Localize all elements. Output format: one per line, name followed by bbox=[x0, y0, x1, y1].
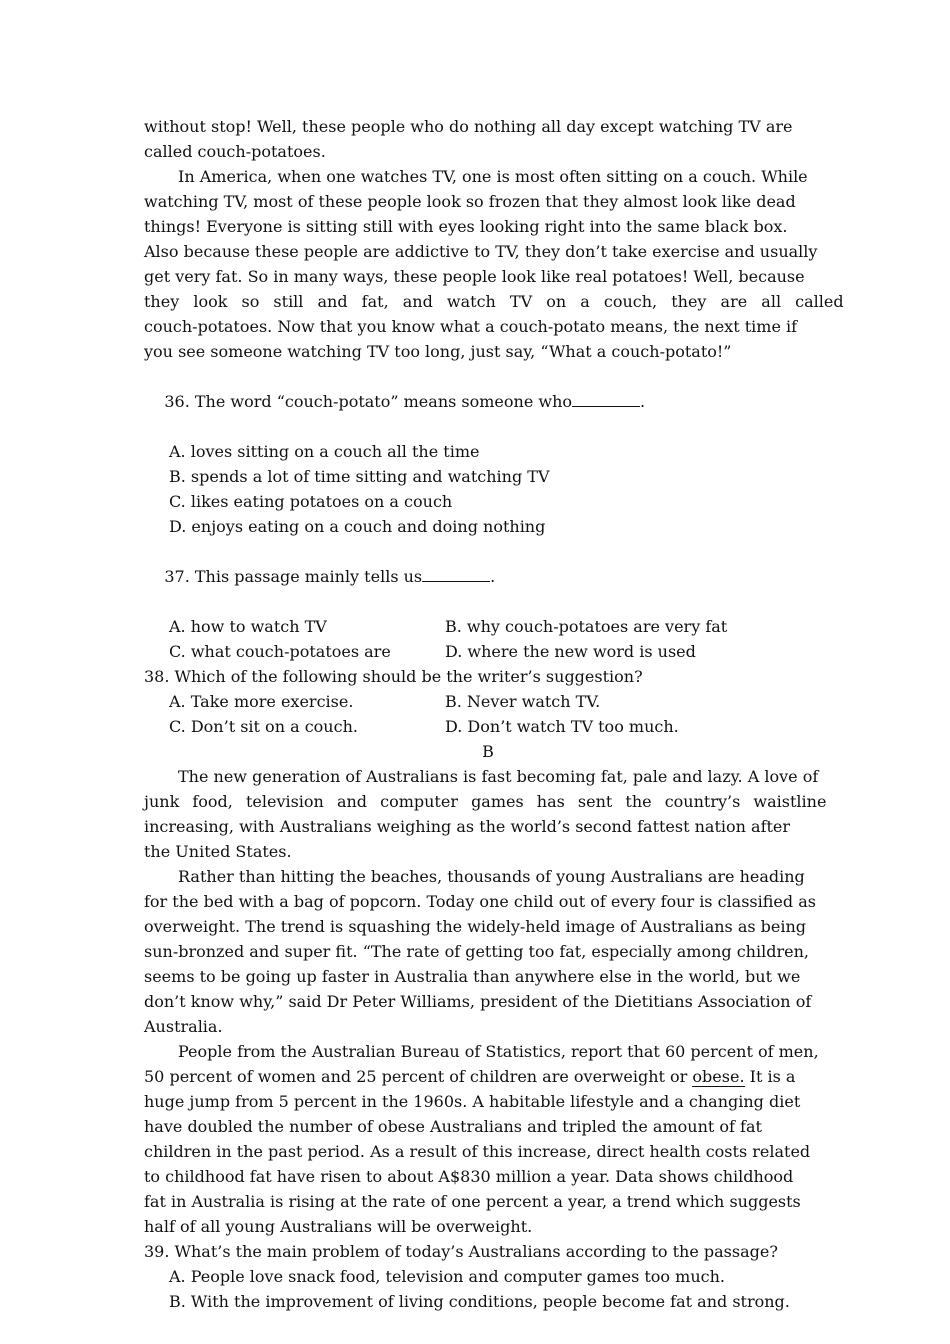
answer-blank bbox=[422, 565, 490, 582]
option-row bbox=[144, 689, 832, 714]
option-row bbox=[144, 714, 832, 739]
passage-b-paragraph-1 bbox=[144, 764, 832, 864]
passage-a-paragraph-0 bbox=[144, 114, 832, 164]
question-stem: 37. This passage mainly tells us bbox=[164, 567, 423, 586]
text-line: get very fat. So in many ways, these people look like real potatoes! Well, because bbox=[144, 267, 805, 286]
question-end: . bbox=[490, 567, 496, 586]
option-row bbox=[144, 639, 832, 664]
text-line bbox=[144, 1064, 832, 1089]
option-row bbox=[144, 614, 832, 639]
text-line: huge jump from 5 percent in the 1960s. A habitable lifestyle and a changing diet bbox=[144, 1092, 801, 1111]
option-d: D. where the new word is used bbox=[445, 642, 696, 661]
option-d: D. enjoys eating on a couch and doing nothing bbox=[169, 517, 546, 536]
option-a: A. Take more exercise. bbox=[169, 692, 354, 711]
option-c: C. what couch-potatoes are bbox=[169, 642, 391, 661]
text-line: The new generation of Australians is fast becoming fat, pale and lazy. A love of bbox=[178, 767, 819, 786]
text-line: don’t know why,” said Dr Peter Williams, president of the Dietitians Association of bbox=[144, 992, 812, 1011]
option-c: C. likes eating potatoes on a couch bbox=[169, 492, 453, 511]
text-line: People from the Australian Bureau of Statistics, report that 60 percent of men, bbox=[178, 1042, 819, 1061]
text-segment: 50 percent of women and 25 percent of children are overweight or bbox=[144, 1067, 693, 1086]
option-a: A. how to watch TV bbox=[169, 617, 327, 636]
question-end: . bbox=[640, 392, 646, 411]
question-36 bbox=[144, 364, 832, 439]
text-line: watching TV, most of these people look so frozen that they almost look like dead bbox=[144, 192, 796, 211]
answer-blank bbox=[572, 390, 640, 407]
text-line: Australia. bbox=[144, 1017, 223, 1036]
text-line: increasing, with Australians weighing as the world’s second fattest nation after bbox=[144, 817, 791, 836]
text-line: couch-potatoes. Now that you know what a couch-potato means, the next time if bbox=[144, 317, 798, 336]
section-heading: B bbox=[482, 742, 494, 761]
text-line: seems to be going up faster in Australia than anywhere else in the world, but we bbox=[144, 967, 801, 986]
text-line: you see someone watching TV too long, just say, “What a couch-potato!” bbox=[144, 342, 732, 361]
text-line: fat in Australia is rising at the rate of one percent a year, a trend which suggests bbox=[144, 1192, 801, 1211]
question-37 bbox=[144, 539, 832, 614]
passage-b-paragraph-2 bbox=[144, 864, 832, 1039]
option-a: A. loves sitting on a couch all the time bbox=[169, 442, 480, 461]
exam-page bbox=[144, 114, 844, 1314]
text-line: overweight. The trend is squashing the widely-held image of Australians as being bbox=[144, 917, 807, 936]
option-b: B. spends a lot of time sitting and watching TV bbox=[169, 467, 550, 486]
text-line: the United States. bbox=[144, 842, 292, 861]
text-line: In America, when one watches TV, one is most often sitting on a couch. While bbox=[178, 167, 808, 186]
question-38: 38. Which of the following should be the writer’s suggestion? bbox=[144, 667, 643, 686]
text-line: children in the past period. As a result of this increase, direct health costs related bbox=[144, 1142, 811, 1161]
text-segment: It is a bbox=[744, 1067, 796, 1086]
option-b: B. With the improvement of living conditions, people become fat and strong. bbox=[169, 1292, 790, 1311]
text-line: they look so still and fat, and watch TV on a couch, they are all called bbox=[144, 292, 844, 311]
text-line: sun-bronzed and super fit. “The rate of getting too fat, especially among children, bbox=[144, 942, 809, 961]
text-line: things! Everyone is sitting still with eyes looking right into the same black box. bbox=[144, 217, 788, 236]
text-line: to childhood fat have risen to about A$830 million a year. Data shows childhood bbox=[144, 1167, 794, 1186]
option-a: A. People love snack food, television and computer games too much. bbox=[169, 1267, 725, 1286]
underlined-word: obese. bbox=[692, 1067, 745, 1086]
option-b: B. why couch-potatoes are very fat bbox=[445, 617, 728, 636]
text-line: have doubled the number of obese Australians and tripled the amount of fat bbox=[144, 1117, 762, 1136]
text-line: for the bed with a bag of popcorn. Today one child out of every four is classified as bbox=[144, 892, 816, 911]
passage-a-paragraph-1 bbox=[144, 164, 844, 364]
text-line: half of all young Australians will be overweight. bbox=[144, 1217, 533, 1236]
text-line: junk food, television and computer games has sent the country’s waistline bbox=[144, 792, 827, 811]
option-c: C. Don’t sit on a couch. bbox=[169, 717, 358, 736]
option-b: B. Never watch TV. bbox=[445, 692, 601, 711]
option-d: D. Don’t watch TV too much. bbox=[445, 717, 679, 736]
question-39: 39. What’s the main problem of today’s Australians according to the passage? bbox=[144, 1242, 778, 1261]
question-stem: 36. The word “couch-potato” means someone who bbox=[164, 392, 573, 411]
text-line: without stop! Well, these people who do nothing all day except watching TV are bbox=[144, 117, 793, 136]
passage-b-paragraph-3 bbox=[144, 1039, 832, 1239]
text-line: called couch-potatoes. bbox=[144, 142, 326, 161]
text-line: Rather than hitting the beaches, thousands of young Australians are heading bbox=[178, 867, 805, 886]
text-line: Also because these people are addictive to TV, they don’t take exercise and usually bbox=[144, 242, 818, 261]
